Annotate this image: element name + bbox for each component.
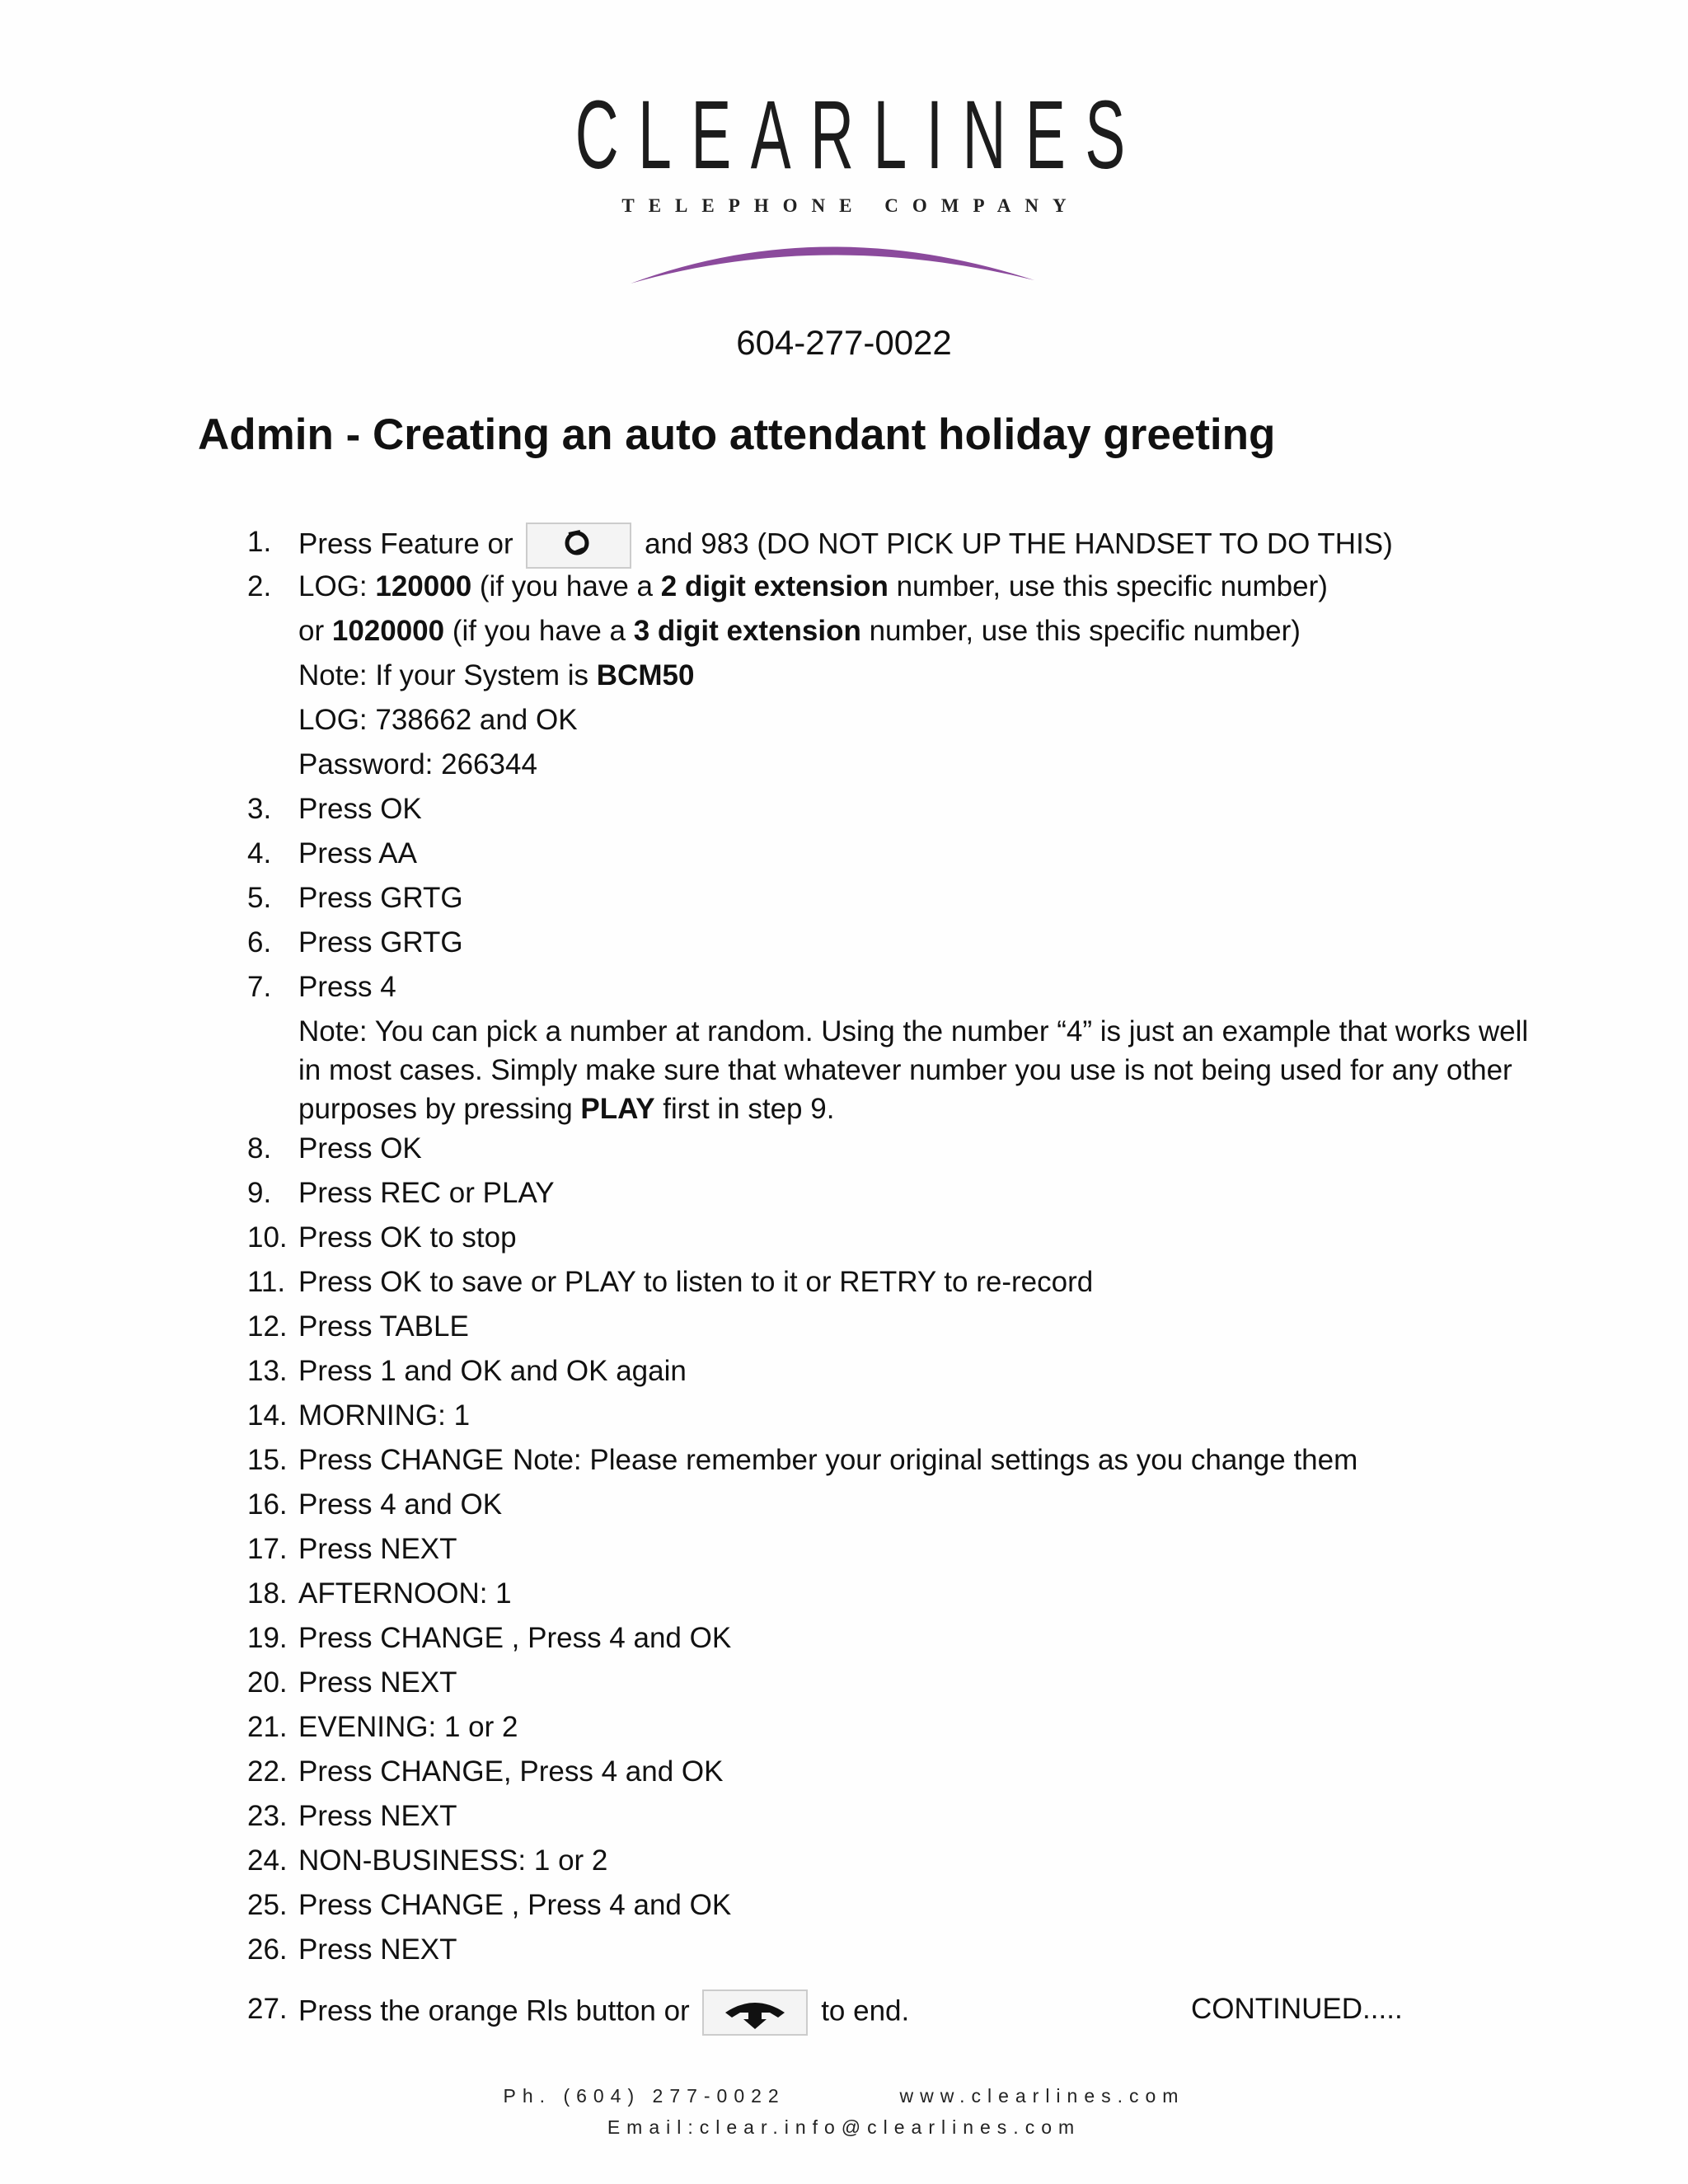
step-number: 16. xyxy=(247,1488,288,1521)
step-number: 1. xyxy=(247,526,272,558)
step-number: 14. xyxy=(247,1399,288,1432)
step-text: Press NEXT xyxy=(298,1933,457,1966)
step-number: 26. xyxy=(247,1933,288,1966)
step-text: Press OK to save or PLAY to listen to it or RETRY to re-record xyxy=(298,1266,1094,1298)
step-text: EVENING: 1 or 2 xyxy=(298,1711,518,1743)
step-text-pre: Press the orange Rls button or xyxy=(298,1994,690,2027)
step-number: 25. xyxy=(247,1889,288,1921)
step-text: Press OK xyxy=(298,793,422,825)
step-number: 22. xyxy=(247,1755,288,1788)
step-number: 7. xyxy=(247,971,272,1003)
step-text: Press AA xyxy=(298,837,417,869)
step-text: Press NEXT xyxy=(298,1800,457,1832)
footer-website[interactable]: www.clearlines.com xyxy=(899,2085,1185,2107)
step-text-post: to end. xyxy=(821,1994,910,2027)
continued-label: CONTINUED..... xyxy=(1191,1993,1403,2025)
step-number: 13. xyxy=(247,1355,288,1387)
text-run: (if you have a xyxy=(444,615,634,647)
step-text: AFTERNOON: 1 xyxy=(298,1577,512,1610)
step-text: Press CHANGE, Press 4 and OK xyxy=(298,1755,724,1788)
step-text: Press CHANGE , Press 4 and OK xyxy=(298,1622,732,1654)
step-text: Press CHANGE , Press 4 and OK xyxy=(298,1889,732,1921)
emphasis: 3 digit extension xyxy=(633,615,861,647)
step-number: 23. xyxy=(247,1800,288,1832)
step-number: 21. xyxy=(247,1711,288,1743)
step-number: 9. xyxy=(247,1177,272,1209)
step-text xyxy=(298,612,1301,651)
step-number: 15. xyxy=(247,1444,288,1476)
logo-subtitle: TELEPHONE COMPANY xyxy=(621,195,1081,216)
step-text: MORNING: 1 xyxy=(298,1399,471,1432)
step-text: Press NEXT xyxy=(298,1666,457,1699)
step-number: 3. xyxy=(247,793,272,825)
log-code-2digit: 120000 xyxy=(375,570,472,602)
footer-contact xyxy=(0,2085,1688,2107)
text-run: (if you have a xyxy=(471,570,661,602)
text-run: LOG: xyxy=(298,570,376,602)
step-text: Press OK to stop xyxy=(298,1221,517,1254)
step-inline-note: Note: Please remember your original settings as you change them xyxy=(513,1444,1358,1476)
system-name: BCM50 xyxy=(596,659,695,691)
step-text: Press CHANGE xyxy=(298,1444,504,1476)
emphasis: PLAY xyxy=(580,1093,655,1125)
text-run: Note: You can pick a number at random. Using the number “4” is just an example that works well in most cases. Simply make sure that whatever number you use is not being used for any other purposes by pressing xyxy=(298,1015,1529,1125)
page-title: Admin - Creating an auto attendant holiday greeting xyxy=(198,410,1276,459)
step-number: 19. xyxy=(247,1622,288,1654)
step-text: Password: 266344 xyxy=(298,748,537,780)
step-number: 12. xyxy=(247,1310,288,1343)
step-text: NON-BUSINESS: 1 or 2 xyxy=(298,1844,608,1877)
step-number: 6. xyxy=(247,926,272,958)
release-key-icon xyxy=(702,1990,808,2036)
step-text xyxy=(298,1990,909,2036)
header-phone: 604-277-0022 xyxy=(736,323,952,362)
feature-key-icon xyxy=(526,523,631,569)
step-text: Press TABLE xyxy=(298,1310,469,1343)
footer-email[interactable]: Email:clear.info@clearlines.com xyxy=(607,2116,1081,2138)
logo-wordmark: CLEARLINES xyxy=(574,81,1145,190)
step-number: 2. xyxy=(247,570,272,602)
footer-phone: Ph. (604) 277-0022 xyxy=(503,2085,785,2107)
log-code-3digit: 1020000 xyxy=(331,615,445,647)
step-number: 20. xyxy=(247,1666,288,1699)
step-text: Press 4 and OK xyxy=(298,1488,503,1521)
step-number: 17. xyxy=(247,1533,288,1565)
step-text: LOG: 738662 and OK xyxy=(298,704,578,736)
text-run: number, use this specific number) xyxy=(888,570,1328,602)
text-run: first in step 9. xyxy=(654,1093,835,1125)
step-text-pre: Press Feature or xyxy=(298,527,513,560)
step-number: 4. xyxy=(247,837,272,869)
text-run: Note: If your System is xyxy=(298,659,597,691)
step-text: Press GRTG xyxy=(298,926,463,958)
text-run: number, use this specific number) xyxy=(860,615,1301,647)
step-text: Press 4 xyxy=(298,971,396,1003)
step-number: 18. xyxy=(247,1577,288,1610)
step-text: Press 1 and OK and OK again xyxy=(298,1355,687,1387)
step-text xyxy=(298,523,1393,569)
step-text xyxy=(298,567,1328,607)
step-number: 11. xyxy=(247,1266,286,1298)
step-number: 27. xyxy=(247,1993,288,2025)
emphasis: 2 digit extension xyxy=(660,570,889,602)
step-text: Press OK xyxy=(298,1132,422,1165)
step-note xyxy=(298,1012,1535,1128)
text-run: or xyxy=(298,615,332,647)
step-number: 8. xyxy=(247,1132,272,1165)
step-text xyxy=(298,656,694,696)
step-number: 5. xyxy=(247,882,272,914)
step-text: Press GRTG xyxy=(298,882,463,914)
step-text-post: and 983 (DO NOT PICK UP THE HANDSET TO DO THIS) xyxy=(645,527,1393,560)
step-number: 24. xyxy=(247,1844,288,1877)
step-number: 10. xyxy=(247,1221,288,1254)
step-text: Press NEXT xyxy=(298,1533,457,1565)
step-text: Press REC or PLAY xyxy=(298,1177,555,1209)
